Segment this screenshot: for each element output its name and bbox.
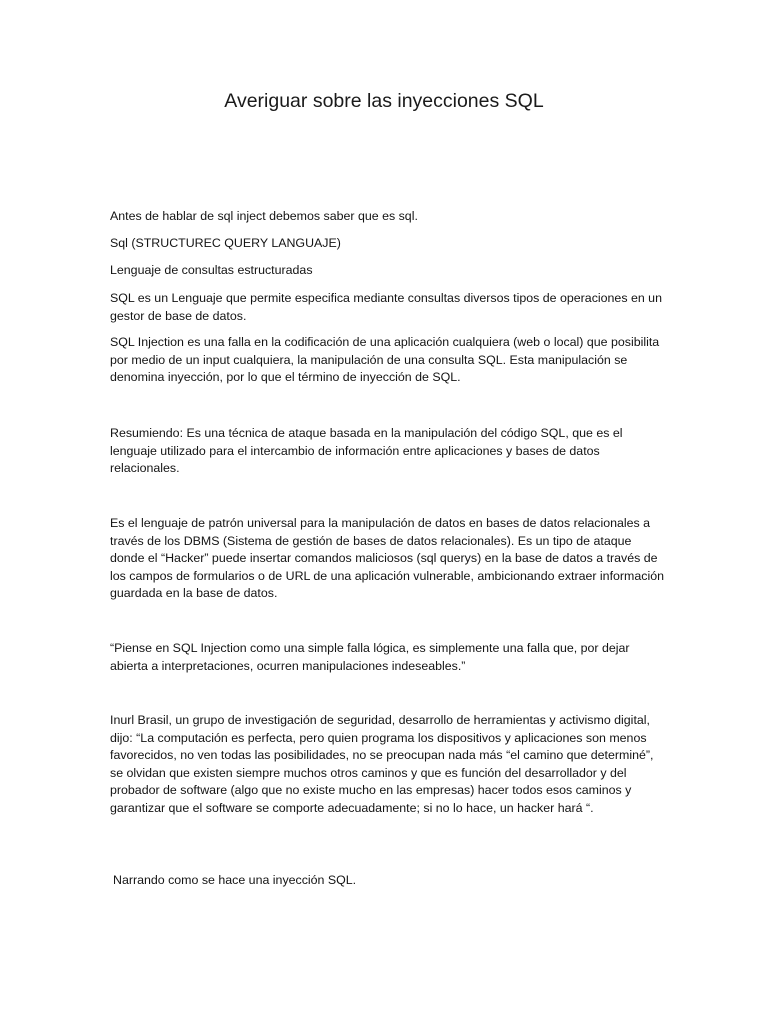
paragraph-sql-definition: SQL es un Lenguaje que permite especifica mediante consultas diversos tipos de operaciones en un gestor de base de datos. [110, 291, 662, 323]
paragraph-universal-language: Es el lenguaje de patrón universal para la manipulación de datos en bases de datos relacionales a través de los DBMS (Sistema de gestión de bases de datos relacionales). Es un tipo de ataque donde el “Hacker” puede insertar comandos maliciosos (sql querys) en la base de datos a través de los campos de formularios o de URL de una aplicación vulnerable, ambicionando extraer información guardada en la base de datos. [110, 516, 664, 600]
paragraph-narration: Narrando como se hace una inyección SQL. [113, 873, 357, 887]
paragraph-intro: Antes de hablar de sql inject debemos saber que es sql. [110, 209, 418, 223]
document-title: Averiguar sobre las inyecciones SQL [224, 90, 544, 112]
paragraph-sql-acronym: Sql (STRUCTUREC QUERY LANGUAJE) [110, 236, 341, 250]
paragraph-quote: “Piense en SQL Injection como una simple falla lógica, es simplemente una falla que, por dejar abierta a interpretaciones, ocurren manipulaciones indeseables.” [110, 641, 630, 673]
paragraph-sql-injection-definition: SQL Injection es una falla en la codificación de una aplicación cualquiera (web o local) que posibilita por medio de un input cualquiera, la manipulación de una consulta SQL. Esta manipulación se denomina inyección, por lo que el término de inyección de SQL. [110, 335, 660, 384]
paragraph-summary: Resumiendo: Es una técnica de ataque basada en la manipulación del código SQL, que es el lenguaje utilizado para el intercambio de información entre aplicaciones y bases de datos relacionales. [110, 426, 623, 475]
paragraph-inurl-brasil: Inurl Brasil, un grupo de investigación de seguridad, desarrollo de herramientas y activismo digital, dijo: “La computación es perfecta, pero quien programa los dispositivos y aplicaciones son menos favorecidos, no ven todas las posibilidades, no se preocupan nada más “el camino que determiné”, se olvidan que existen siempre muchos otros caminos y que es función del desarrollador y del probador de software (algo que no existe mucho en las empresas) hacer todos esos caminos y garantizar que el software se comporte adecuadamente; si no lo hace, un hacker hará “. [110, 713, 654, 815]
paragraph-sql-translation: Lenguaje de consultas estructuradas [110, 263, 313, 277]
